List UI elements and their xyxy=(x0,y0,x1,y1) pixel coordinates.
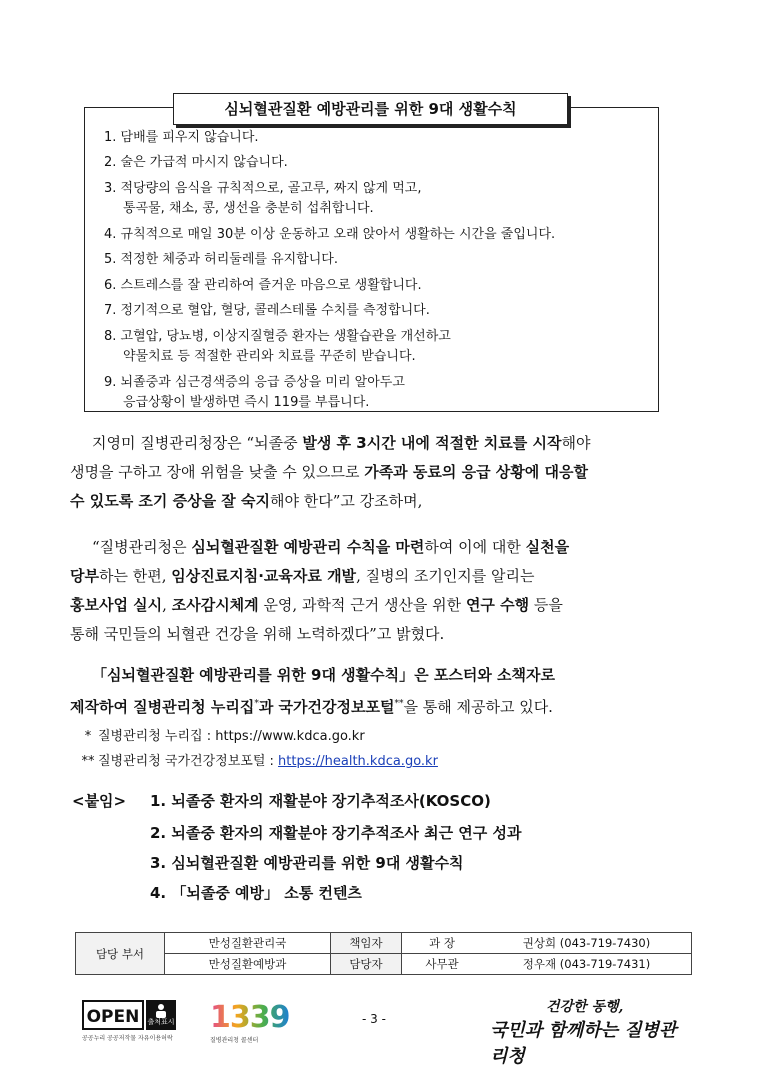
role-chief-label: 책임자 xyxy=(331,933,402,954)
dept-label: 담당 부서 xyxy=(76,933,165,975)
attribution-badge: 출처표시 xyxy=(146,1000,176,1030)
person-icon xyxy=(154,1003,168,1019)
rule-item-4: 4. 규칙적으로 매일 30분 이상 운동하고 오래 앉아서 생활하는 시간을 줄입니다. xyxy=(104,227,556,242)
paragraph-quote-2: “질병관리청은 심뇌혈관질환 예방관리 수칙을 마련하여 이에 대한 실천을 당부하는 한편, 임상진료지침·교육자료 개발, 질병의 조기인지를 알리는 홍보사업 실시, 조사감시체계 운영, 과학적 근거 생산을 위한 연구 수행 등을 통해 국민들의 뇌혈관 건강을 위해 노력하겠다”고 밝혔다. xyxy=(70,538,570,643)
contact-table xyxy=(75,932,692,975)
open-word: OPEN xyxy=(82,1000,144,1030)
chief-contact: 권상희 (043-719-7430) xyxy=(482,933,692,954)
rule-item-8: 8. 고혈압, 당뇨병, 이상지질혈증 환자는 생활습관을 개선하고 약물치료 등 적절한 관리와 치료를 꾸준히 받습니다. xyxy=(104,329,451,364)
attachments-label: <붙임> xyxy=(72,792,127,810)
rule-item-2: 2. 술은 가급적 마시지 않습니다. xyxy=(104,155,288,170)
footnote-2: ** 질병관리청 국가건강정보포털 : https://health.kdca.go.kr xyxy=(81,754,438,769)
rule-item-6: 6. 스트레스를 잘 관리하여 즐거운 마음으로 생활합니다. xyxy=(104,278,422,293)
callcenter-1339-logo xyxy=(210,1000,290,1048)
rule-item-5: 5. 적정한 체중과 허리둘레를 유지합니다. xyxy=(104,252,338,267)
open-license-logo xyxy=(82,1000,182,1042)
role-staff-label: 담당자 xyxy=(331,954,402,975)
page-number: - 3 - xyxy=(362,1012,386,1026)
callcenter-caption: 질병관리청 콜센터 xyxy=(210,1037,259,1044)
rule-item-3: 3. 적당량의 음식을 규칙적으로, 골고루, 짜지 않게 먹고, 통곡물, 채소, 콩, 생선을 충분히 섭취합니다. xyxy=(104,181,422,216)
open-license-caption: 공공누리 공공저작물 자유이용허락 xyxy=(82,1035,173,1042)
dept-bureau: 만성질환관리국 xyxy=(165,933,331,954)
rules-box-title: 심뇌혈관질환 예방관리를 위한 9대 생활수칙 xyxy=(173,93,568,125)
paragraph-distribution: 「심뇌혈관질환 예방관리를 위한 9대 생활수칙」은 포스터와 소책자로 제작하여 질병관리청 누리집*과 국가건강정보포털**을 통해 제공하고 있다. xyxy=(70,666,556,716)
staff-contact: 정우재 (043-719-7431) xyxy=(482,954,692,975)
callcenter-number: 1339 xyxy=(210,1000,290,1035)
rule-item-7: 7. 정기적으로 혈압, 혈당, 콜레스테롤 수치를 측정합니다. xyxy=(104,303,430,318)
staff-position: 사무관 xyxy=(402,954,483,975)
health-portal-link[interactable]: https://health.kdca.go.kr xyxy=(278,754,438,769)
attachment-item-4: 4. 「뇌졸중 예방」 소통 컨텐츠 xyxy=(150,884,362,902)
rule-item-9: 9. 뇌졸중과 심근경색증의 응급 증상을 미리 알아두고 응급상황이 발생하면 즉시 119를 부릅니다. xyxy=(104,375,405,410)
rule-item-1: 1. 담배를 피우지 않습니다. xyxy=(104,130,259,145)
paragraph-quote-1: 지영미 질병관리청장은 “뇌졸중 발생 후 3시간 내에 적절한 치료를 시작해야 생명을 구하고 장애 위험을 낮출 수 있으므로 가족과 동료의 응급 상황에 대응할 수 있도록 조기 증상을 잘 숙지해야 한다”고 강조하며, xyxy=(70,434,591,510)
footnote-1: * 질병관리청 누리집 : https://www.kdca.go.kr xyxy=(84,729,365,744)
kdca-slogan: 건강한 동행, 국민과 함께하는 질병관리청 xyxy=(490,999,677,1067)
attachment-item-3: 3. 심뇌혈관질환 예방관리를 위한 9대 생활수칙 xyxy=(150,854,464,872)
dept-division: 만성질환예방과 xyxy=(165,954,331,975)
attachment-item-2: 2. 뇌졸중 환자의 재활분야 장기추적조사 최근 연구 성과 xyxy=(150,824,522,842)
attachment-item-1: 1. 뇌졸중 환자의 재활분야 장기추적조사(KOSCO) xyxy=(150,792,491,810)
chief-position: 과 장 xyxy=(402,933,483,954)
